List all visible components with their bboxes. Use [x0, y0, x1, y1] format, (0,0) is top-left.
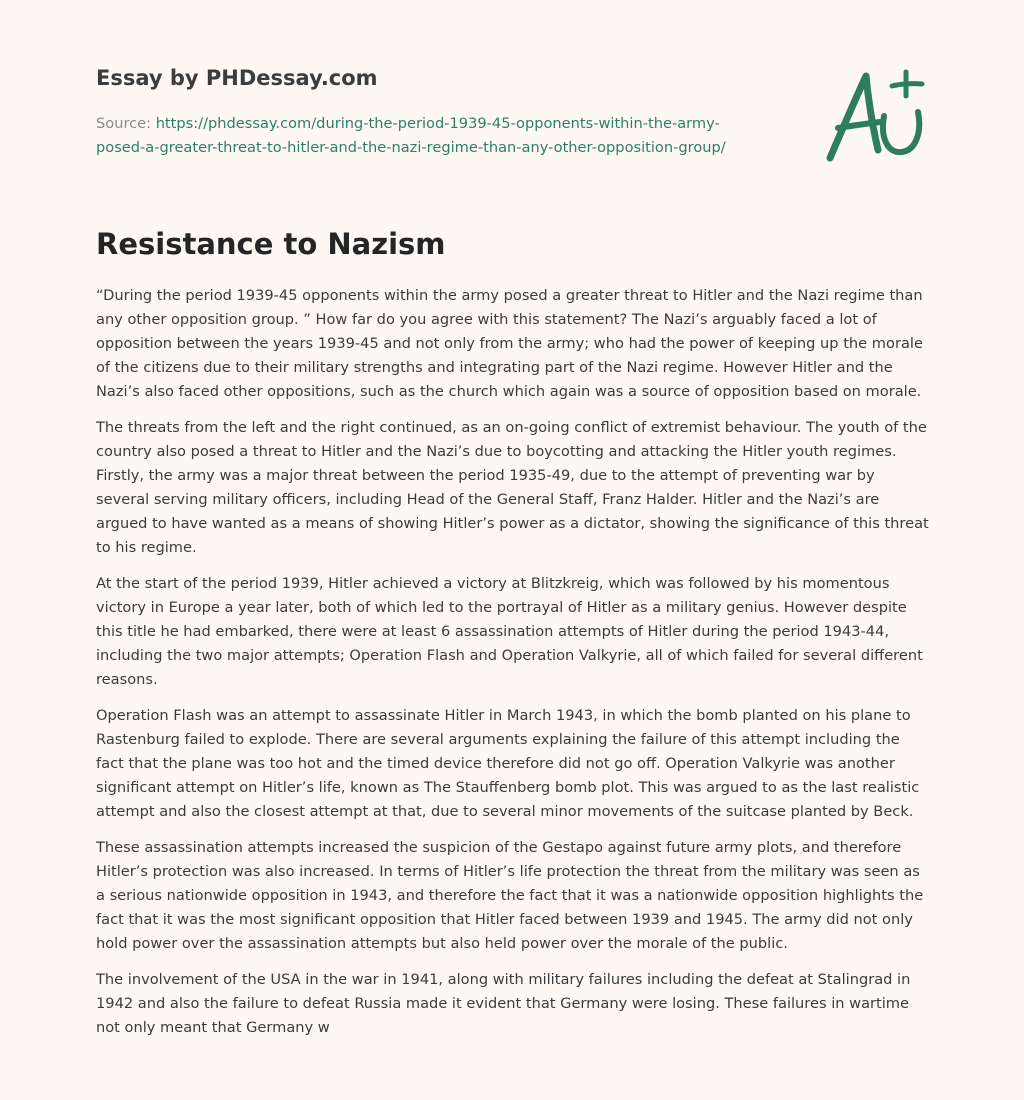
site-title: Essay by PHDessay.com — [96, 66, 378, 90]
essay-paragraph: The involvement of the USA in the war in 1941, along with military failures including the defeat at Stalingrad in 1942 and also the failure to defeat Russia made it evident that Germany were losing. These failures in wartime not only meant that Germany w — [96, 971, 911, 1036]
essay-paragraph: These assassination attempts increased the suspicion of the Gestapo against future army plots, and therefore Hitler’s protection was also increased. In terms of Hitler’s life protection the threat from the military was seen as a serious nationwide opposition in 1943, and therefore the fact that it was a nationwide opposition highlights the fact that it was the most significant opposition that Hitler faced between 1939 and 1945. The army did not only hold power over the assassination attempts but also held power over the morale of the public. — [96, 839, 924, 952]
essay-title: Resistance to Nazism — [96, 227, 446, 261]
source-link-line-1: https://phdessay.com/during-the-period-1939-45-opponents-within-the-army- — [155, 115, 720, 132]
essay-paragraph: Operation Flash was an attempt to assassinate Hitler in March 1943, in which the bomb planted on his plane to Rastenburg failed to explode. There are several arguments explaining the failure of this attempt including the fact that the plane was too hot and the timed device therefore did not go off. Operation Valkyrie was another significant attempt on Hitler’s life, known as The Stauffenberg bomb plot. This was argued to as the last realistic attempt and also the closest attempt at that, due to several minor movements of the suitcase planted by Beck. — [96, 707, 920, 820]
source-link-line-2: posed-a-greater-threat-to-hitler-and-the-nazi-regime-than-any-other-opposition-group/ — [96, 139, 726, 156]
essay-paragraph: “During the period 1939-45 opponents within the army posed a greater threat to Hitler and the Nazi regime than any other opposition group. ” How far do you agree with this statement? The Nazi’s arguably faced a lot of opposition between the years 1939-45 and not only from the army; who had the power of keeping up the morale of the citizens due to their military strengths and integrating part of the Nazi regime. However Hitler and the Nazi’s also faced other oppositions, such as the church which again was a source of opposition based on morale. — [96, 287, 923, 400]
a-plus-grade-icon — [820, 66, 930, 170]
source-link[interactable] — [96, 115, 726, 156]
source-label: Source: — [96, 115, 156, 132]
essay-body — [96, 284, 932, 1052]
essay-paragraph: The threats from the left and the right continued, as an on-going conflict of extremist behaviour. The youth of the country also posed a threat to Hitler and the Nazi’s due to boycotting and attacking the Hitler youth regimes. Firstly, the army was a major threat between the period 1935-49, due to the attempt of preventing war by several serving military officers, including Head of the General Staff, Franz Halder. Hitler and the Nazi’s are argued to have wanted as a means of showing Hitler’s power as a dictator, showing the significance of this threat to his regime. — [96, 419, 929, 556]
header — [96, 62, 796, 160]
source-line — [96, 112, 796, 160]
essay-paragraph: At the start of the period 1939, Hitler achieved a victory at Blitzkreig, which was followed by his momentous victory in Europe a year later, both of which led to the portrayal of Hitler as a military genius. However despite this title he had embarked, there were at least 6 assassination attempts of Hitler during the period 1943-44, including the two major attempts; Operation Flash and Operation Valkyrie, all of which failed for several different reasons. — [96, 575, 923, 688]
